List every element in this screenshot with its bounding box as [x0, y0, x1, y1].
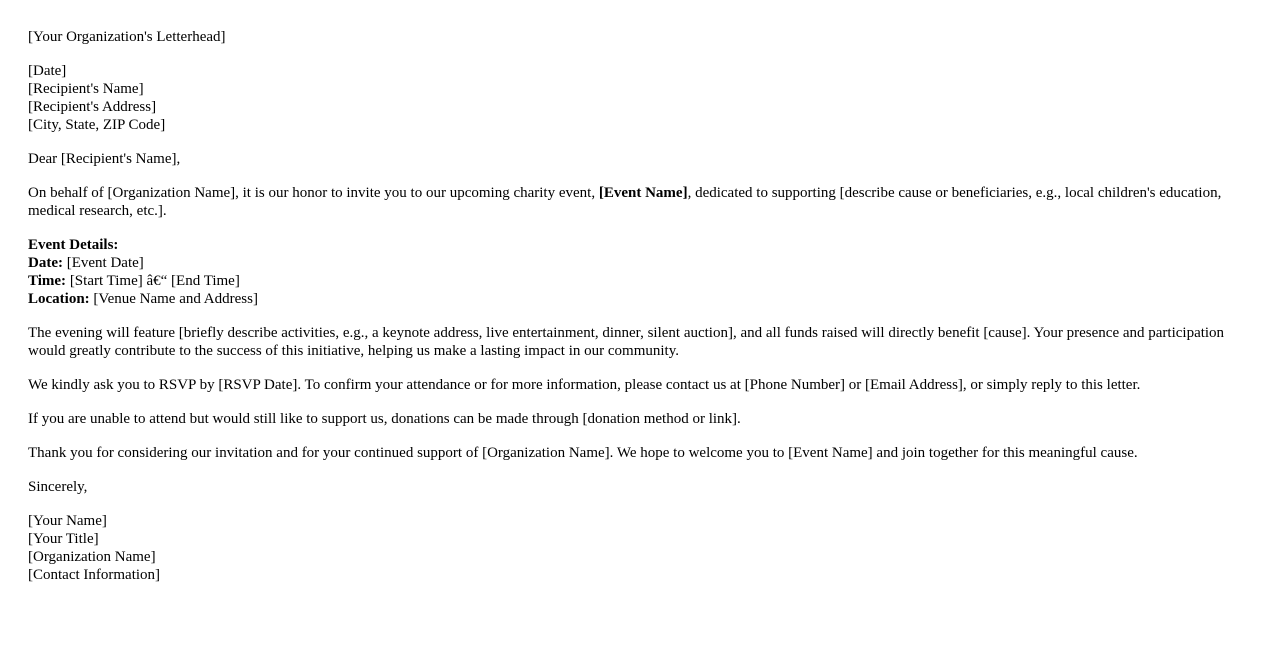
letterhead — [28, 28, 1250, 46]
date-line: [Date] — [28, 63, 67, 79]
event-location-line — [28, 290, 1250, 308]
event-location-label: Location: — [28, 291, 90, 307]
recipient-city-line: [City, State, ZIP Code] — [28, 117, 166, 133]
event-date-label: Date: — [28, 255, 63, 271]
event-details-heading — [28, 236, 1250, 254]
event-details-heading-text: Event Details: — [28, 237, 119, 253]
event-details — [28, 236, 1250, 308]
event-time-value: [Start Time] â€“ [End Time] — [66, 273, 240, 289]
evening-paragraph: The evening will feature [briefly describe activities, e.g., a keynote address, live entertainment, dinner, silent auction], and all funds raised will directly benefit [cause]. Your presence and participation would greatly contribute to the success of this initiative, helping us make a lasting impact in our community. — [28, 325, 1225, 359]
event-location-value: [Venue Name and Address] — [89, 291, 258, 307]
recipient-address-line: [Recipient's Address] — [28, 99, 157, 115]
recipient-name-line: [Recipient's Name] — [28, 81, 144, 97]
thanks-paragraph: Thank you for considering our invitation and for your continued support of [Organization Name]. We hope to welcome you to [Event Name] and join together for this meaningful cause. — [28, 445, 1138, 461]
salutation: Dear [Recipient's Name], — [28, 151, 181, 167]
intro-text-before: On behalf of [Organization Name], it is our honor to invite you to our upcoming charity event, — [28, 185, 599, 201]
event-date-line — [28, 254, 1250, 272]
rsvp-paragraph: We kindly ask you to RSVP by [RSVP Date]. To confirm your attendance or for more information, please contact us at [Phone Number] or [Email Address], or simply reply to this letter. — [28, 377, 1141, 393]
event-time-label: Time: — [28, 273, 67, 289]
signature-organization: [Organization Name] — [28, 549, 156, 565]
closing: Sincerely, — [28, 479, 88, 495]
signature-block — [28, 512, 1250, 584]
intro-text-after: , dedicated to supporting [describe cause or beneficiaries, e.g., local children's education, medical research, etc.]. — [28, 185, 1222, 219]
intro-paragraph — [28, 184, 1240, 220]
intro-event-name: [Event Name] — [598, 185, 688, 201]
signature-name: [Your Name] — [28, 513, 107, 529]
letterhead-text: [Your Organization's Letterhead] — [28, 29, 226, 45]
signature-contact: [Contact Information] — [28, 567, 161, 583]
event-date-value: [Event Date] — [62, 255, 144, 271]
signature-title: [Your Title] — [28, 531, 99, 547]
donations-paragraph: If you are unable to attend but would still like to support us, donations can be made through [donation method or link]. — [28, 411, 741, 427]
recipient-block — [28, 62, 1250, 134]
event-time-line — [28, 272, 1250, 290]
